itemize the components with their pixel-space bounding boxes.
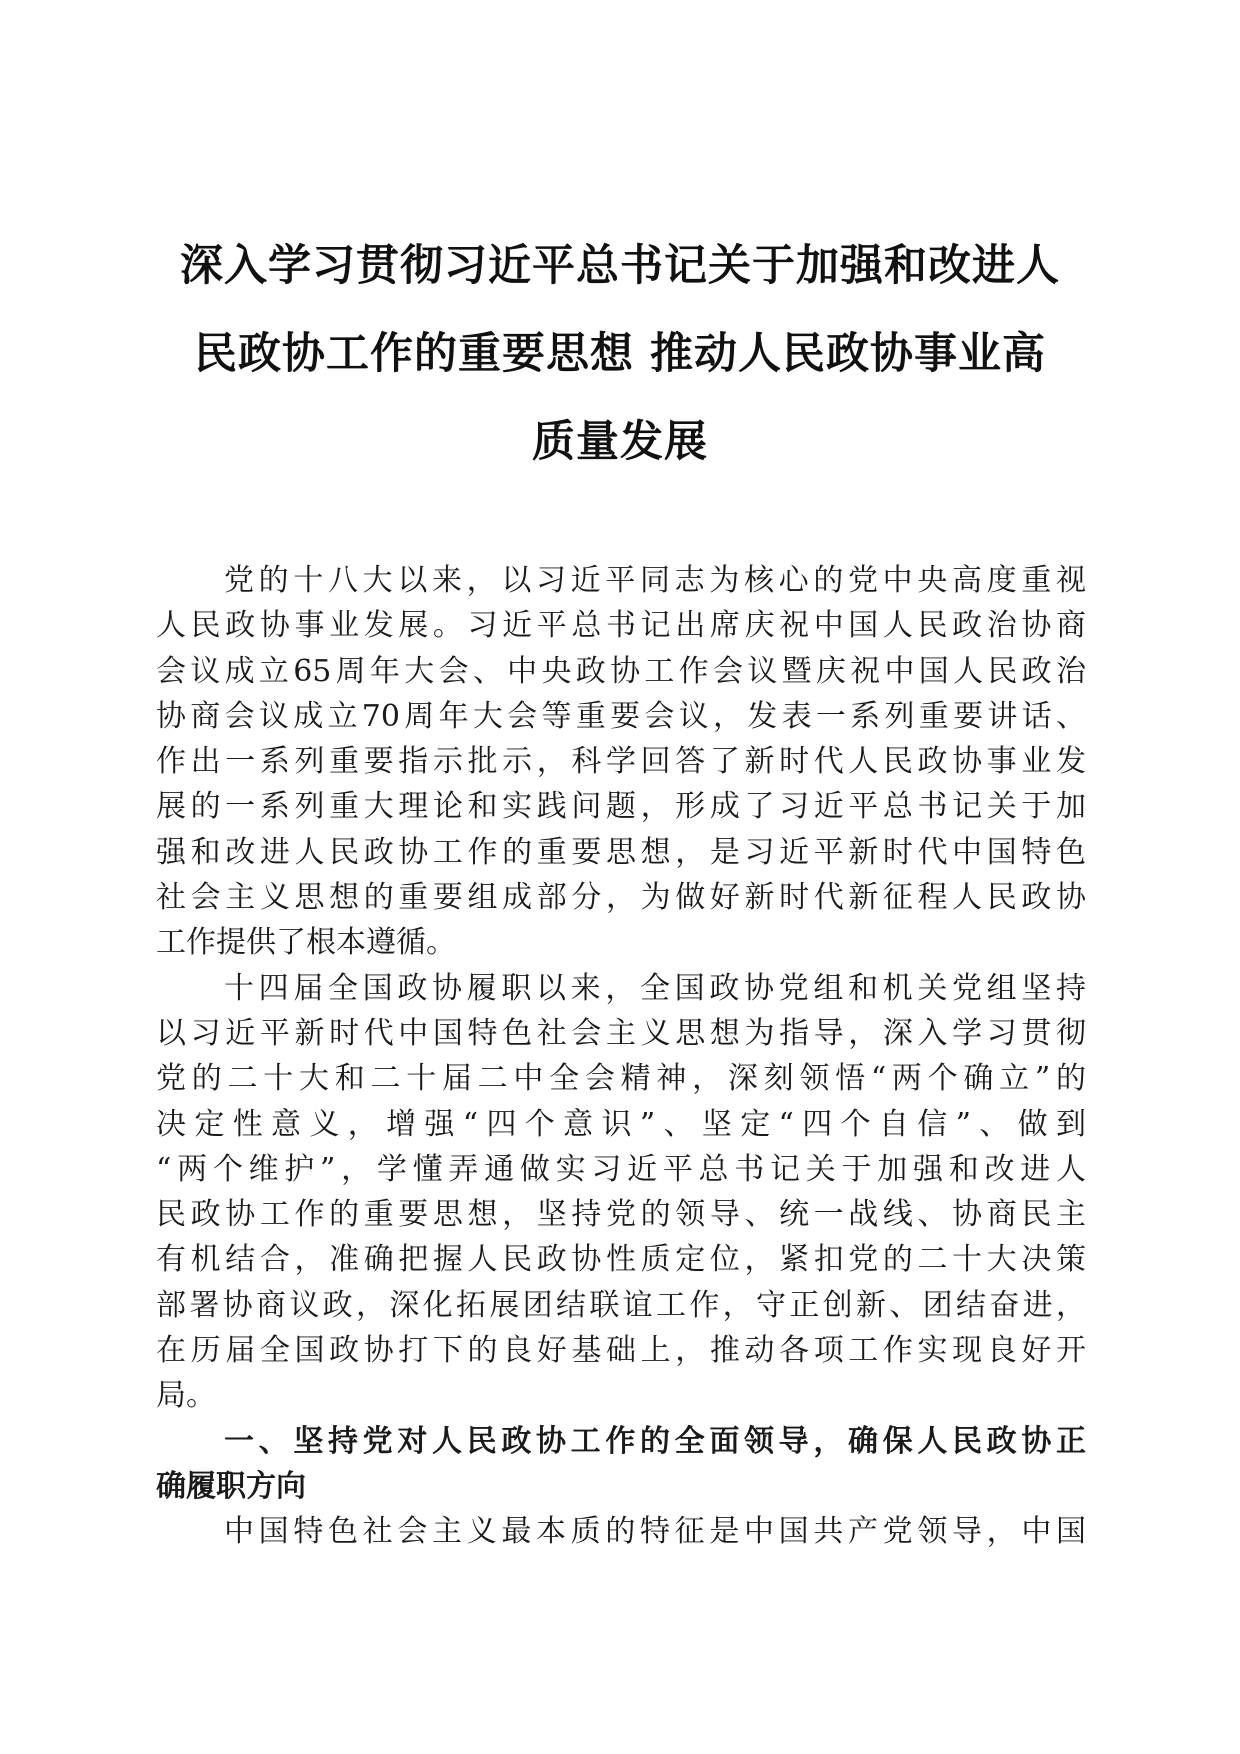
paragraph-1	[156, 558, 1086, 966]
title-line-2: 民政协工作的重要思想 推动人民政协事业高	[194, 329, 1046, 379]
paragraph-line: 中国特色社会主义最本质的特征是中国共产党领导，中国	[224, 1514, 1086, 1550]
title-line-3: 质量发展	[532, 417, 708, 467]
paragraph-line: 党的十八大以来，以习近平同志为核心的党中央高度重视	[224, 563, 1086, 598]
paragraph-line: 决定性意义，增强“四个意识”、坚定“四个自信”、做到	[156, 1106, 1086, 1142]
paragraph-line: 党的二十大和二十届二中全会精神，深刻领悟“两个确立”的	[156, 1061, 1086, 1097]
document-title	[150, 222, 1090, 486]
paragraph-3	[156, 1509, 1086, 1554]
paragraph-line: 在历届全国政协打下的良好基础上，推动各项工作实现良好开	[156, 1333, 1086, 1369]
paragraph-line: 十四届全国政协履职以来，全国政协党组和机关党组坚持	[224, 970, 1086, 1006]
heading-line: 一、坚持党对人民政协工作的全面领导，确保人民政协正	[224, 1423, 1086, 1459]
paragraph-line: 局。	[156, 1378, 216, 1414]
paragraph-line: 以习近平新时代中国特色社会主义思想为指导，深入学习贯彻	[156, 1015, 1086, 1051]
paragraph-line: 强和改进人民政协工作的重要思想，是习近平新时代中国特色	[156, 834, 1086, 870]
paragraph-line: 民政协工作的重要思想，坚持党的领导、统一战线、协商民主	[156, 1197, 1086, 1233]
heading-line: 确履职方向	[156, 1468, 306, 1504]
paragraph-line: 会议成立65周年大会、中央政协工作会议暨庆祝中国人民政治	[156, 653, 1086, 689]
section-heading-1	[156, 1419, 1086, 1510]
paragraph-line: 有机结合，准确把握人民政协性质定位，紧扣党的二十大决策	[156, 1242, 1086, 1278]
paragraph-line: 社会主义思想的重要组成部分，为做好新时代新征程人民政协	[156, 880, 1086, 916]
paragraph-line: 部署协商议政，深化拓展团结联谊工作，守正创新、团结奋进，	[156, 1287, 1086, 1323]
document-body	[156, 558, 1086, 1555]
paragraph-line: 协商会议成立70周年大会等重要会议，发表一系列重要讲话、	[156, 698, 1086, 734]
paragraph-line: 人民政协事业发展。习近平总书记出席庆祝中国人民政治协商	[156, 608, 1086, 644]
paragraph-line: “两个维护”，学懂弄通做实习近平总书记关于加强和改进人	[156, 1151, 1086, 1187]
paragraph-line: 展的一系列重大理论和实践问题，形成了习近平总书记关于加	[156, 789, 1086, 825]
paragraph-2	[156, 966, 1086, 1419]
paragraph-line: 工作提供了根本遵循。	[156, 925, 456, 961]
title-line-1: 深入学习贯彻习近平总书记关于加强和改进人	[180, 241, 1060, 291]
paragraph-line: 作出一系列重要指示批示，科学回答了新时代人民政协事业发	[156, 744, 1086, 780]
